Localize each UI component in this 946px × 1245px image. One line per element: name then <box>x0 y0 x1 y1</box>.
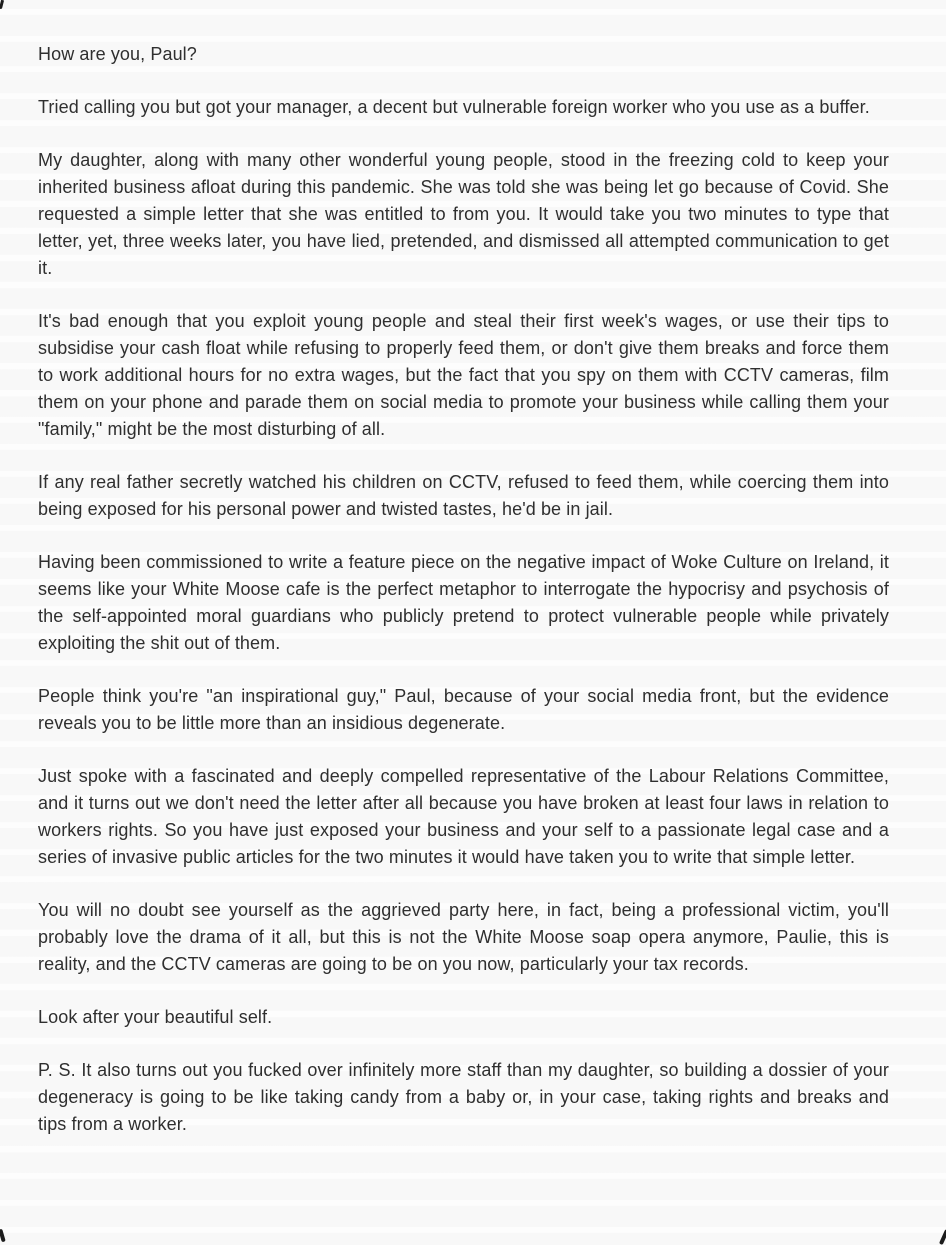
letter-greeting: How are you, Paul? <box>38 44 197 64</box>
letter-paragraph-4: If any real father secretly watched his children on CCTV, refused to feed them, while coercing them into being exposed for his personal power and twisted tastes, he'd be in jail. <box>38 472 889 519</box>
letter-postscript: P. S. It also turns out you fucked over infinitely more staff than my daughter, so building a dossier of your degeneracy is going to be like taking candy from a baby or, in your case, taking rights and breaks and tips from a worker. <box>38 1060 889 1134</box>
letter-paragraph-2: My daughter, along with many other wonderful young people, stood in the freezing cold to keep your inherited business afloat during this pandemic. She was told she was being let go because of Covid. She requested a simple letter that she was entitled to from you. It would take you two minutes to type that letter, yet, three weeks later, you have lied, pretended, and dismissed all attempted communication to get it. <box>38 150 889 278</box>
letter-paragraph-5: Having been commissioned to write a feature piece on the negative impact of Woke Culture on Ireland, it seems like your White Moose cafe is the perfect metaphor to interrogate the hypocrisy and psychosis of the self-appointed moral guardians who publicly pretend to protect vulnerable people while privately exploiting the shit out of them. <box>38 552 889 653</box>
letter-paragraph-6: People think you're "an inspirational guy," Paul, because of your social media front, but the evidence reveals you to be little more than an insidious degenerate. <box>38 686 889 733</box>
letter-paragraph-1: Tried calling you but got your manager, a decent but vulnerable foreign worker who you use as a buffer. <box>38 97 870 117</box>
letter-paragraph-8: You will no doubt see yourself as the aggrieved party here, in fact, being a professional victim, you'll probably love the drama of it all, but this is not the White Moose soap opera anymore, Paulie, this is reality, and the CCTV cameras are going to be on you now, particularly your tax records. <box>38 900 889 974</box>
letter-closing: Look after your beautiful self. <box>38 1007 273 1027</box>
letter-paragraph-3: It's bad enough that you exploit young people and steal their first week's wages, or use their tips to subsidise your cash float while refusing to properly feed them, or don't give them breaks and force them to work additional hours for no extra wages, but the fact that you spy on them with CCTV cameras, film them on your phone and parade them on social media to promote your business while calling them your "family," might be the most disturbing of all. <box>38 311 889 439</box>
letter-paragraph-7: Just spoke with a fascinated and deeply compelled representative of the Labour Relations Committee, and it turns out we don't need the letter after all because you have broken at least four laws in relation to workers rights. So you have just exposed your business and your self to a passionate legal case and a series of invasive public articles for the two minutes it would have taken you to write that simple letter. <box>38 766 889 867</box>
